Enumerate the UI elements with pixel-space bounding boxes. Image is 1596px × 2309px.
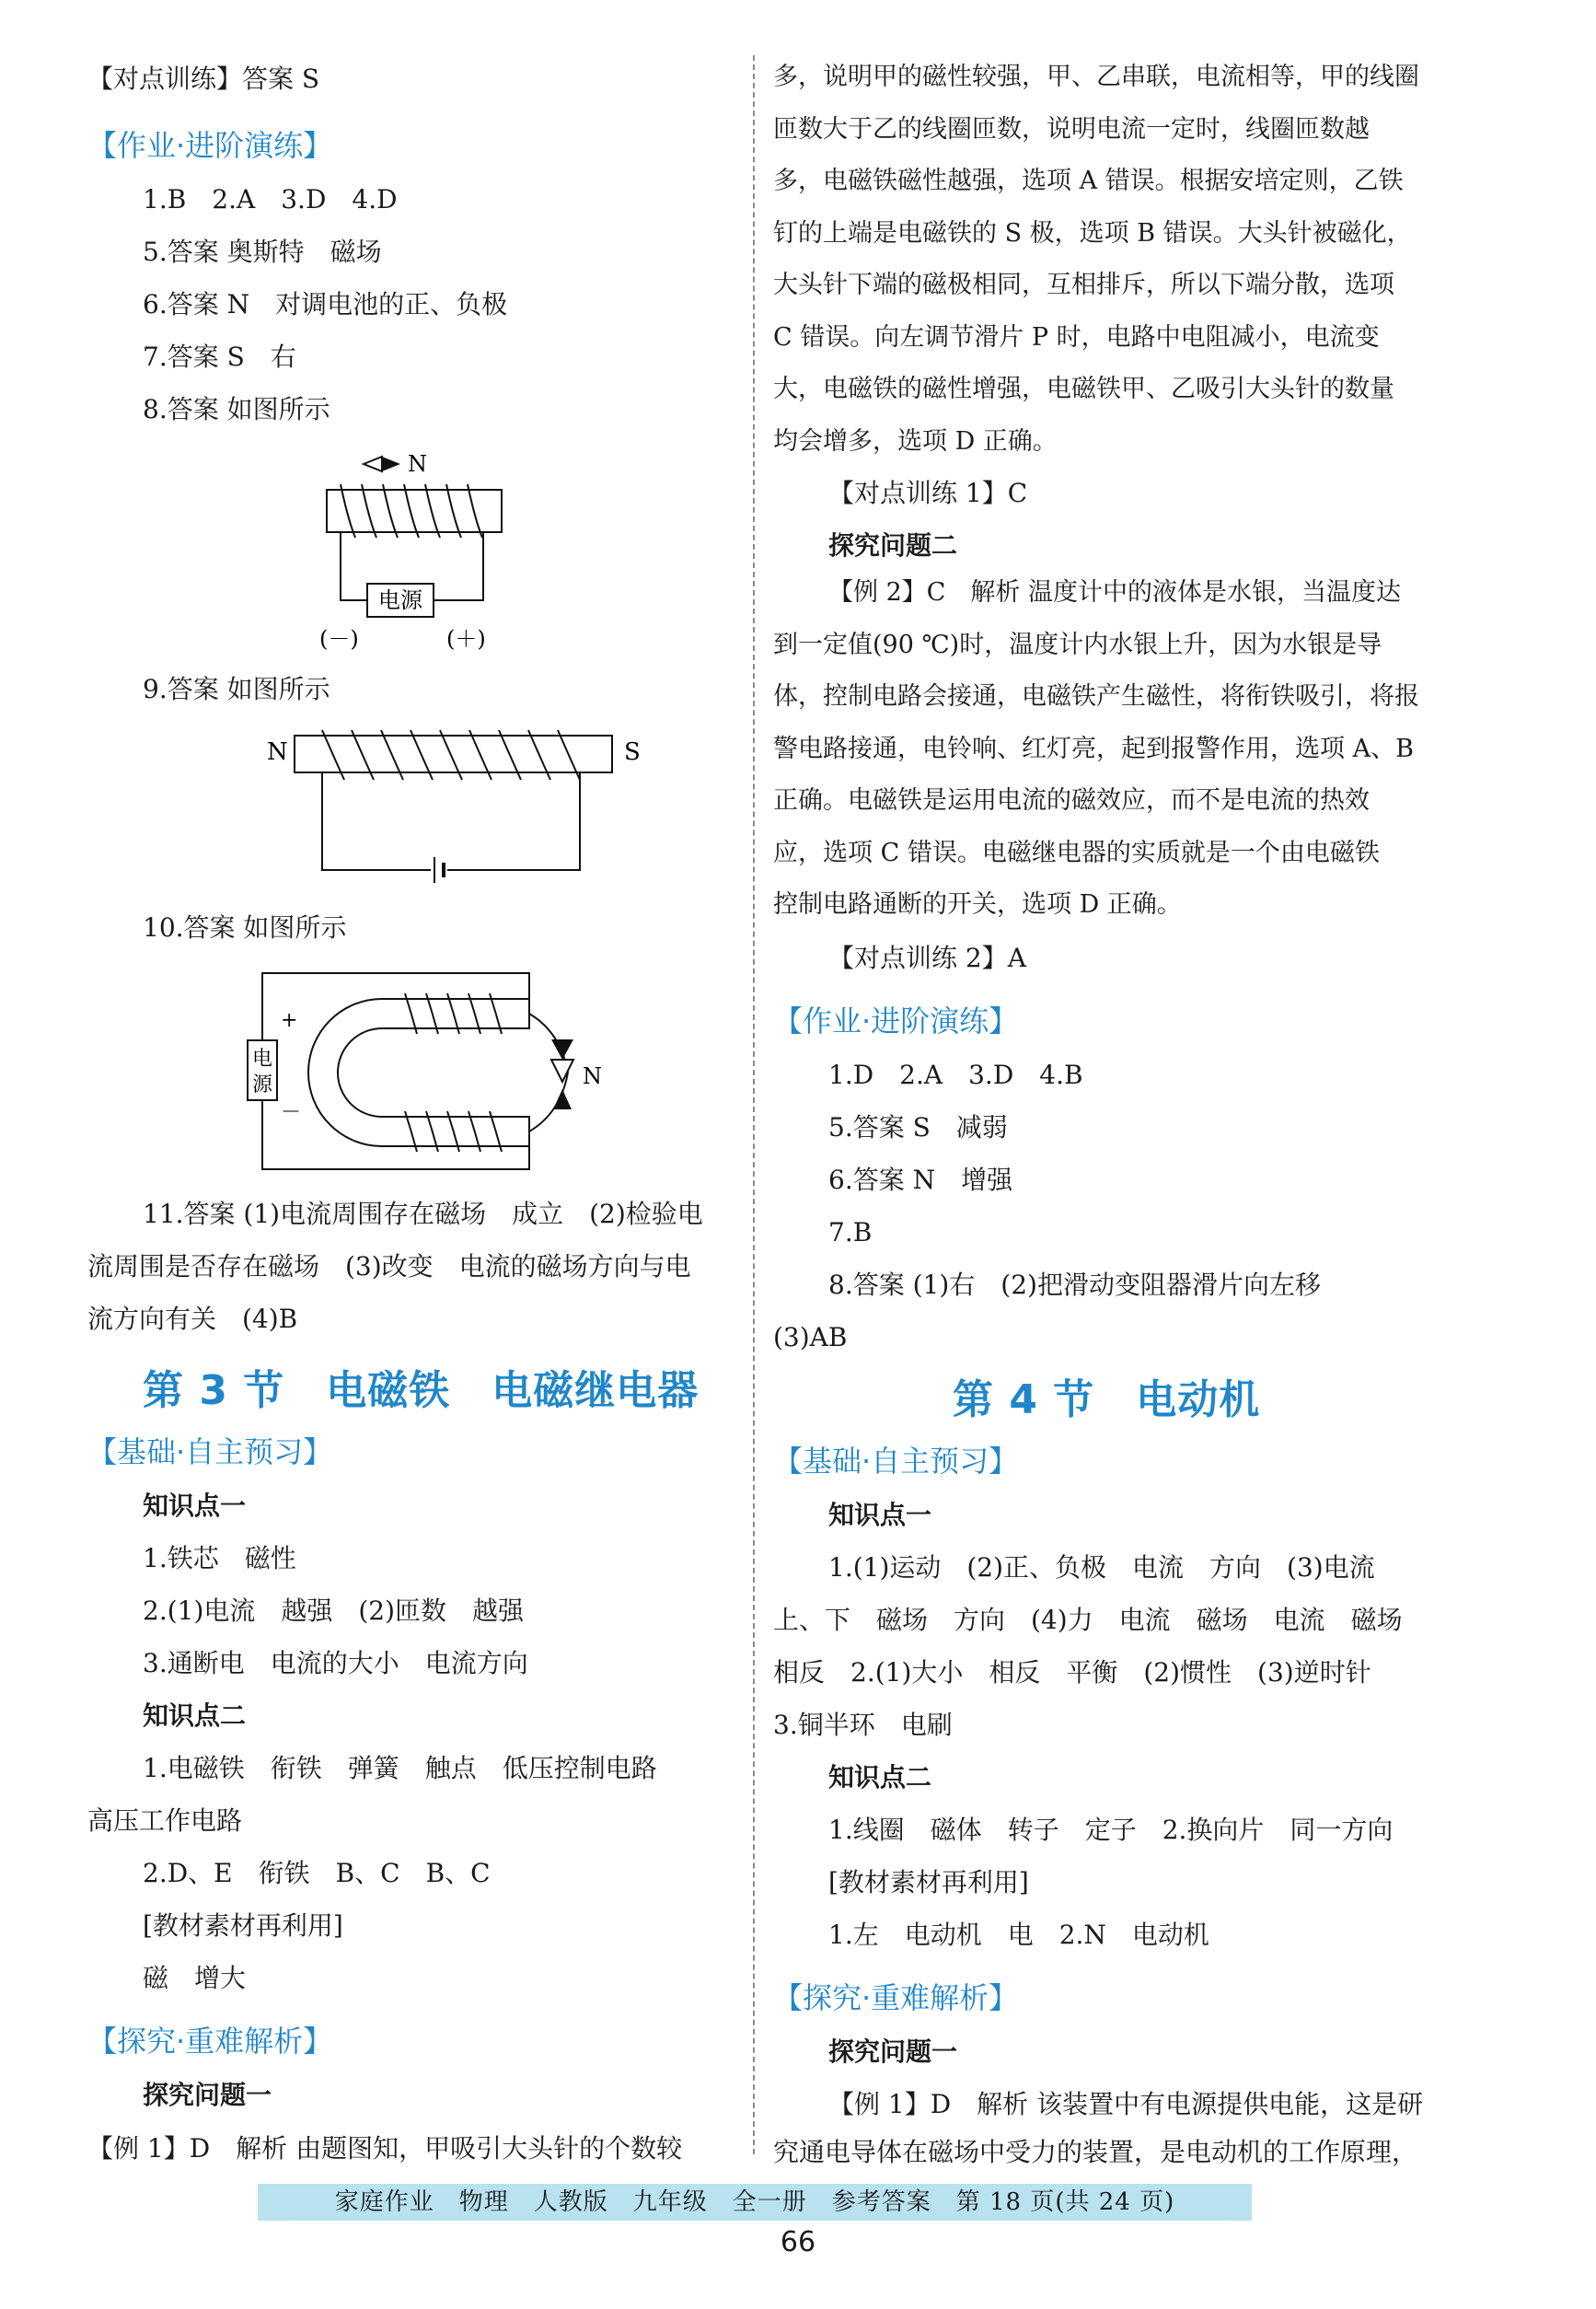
wire — [434, 532, 483, 600]
power-supply-label: 源 — [251, 1073, 273, 1096]
answer-line: 相反 2.(1)大小 相反 平衡 (2)惯性 (3)逆时针 — [773, 1657, 1371, 1688]
reuse-heading: [教材素材再利用] — [828, 1867, 1029, 1897]
answer-line: 高压工作电路 — [87, 1805, 243, 1836]
answer-line: 3.铜半环 电刷 — [773, 1710, 953, 1740]
answer-line: 【例 1】D 解析 该装置中有电源提供电能，这是研 — [828, 2089, 1424, 2119]
south-pole-label: S — [624, 738, 641, 766]
solenoid-core — [295, 736, 612, 772]
north-pole-label: N — [583, 1063, 602, 1089]
knowledge-point-heading: 知识点一 — [143, 1491, 247, 1521]
answer-line: 1.(1)运动 (2)正、负极 电流 方向 (3)电流 — [828, 1552, 1375, 1583]
answer-line: 8.答案 (1)右 (2)把滑动变阻器滑片向左移 — [828, 1270, 1321, 1300]
reuse-heading: [教材素材再利用] — [143, 1910, 343, 1941]
negative-terminal-label: (－) — [319, 626, 359, 652]
text-line: 多，说明甲的磁性较强，甲、乙串联，电流相等，甲的线圈 — [773, 63, 1419, 91]
field-arrow — [551, 1039, 573, 1060]
knowledge-point-heading: 知识点二 — [143, 1700, 247, 1731]
explanation-paragraph — [773, 567, 1427, 932]
answer-line: 9.答案 如图所示 — [143, 674, 330, 704]
answer-line: 7.B — [828, 1217, 873, 1247]
section-heading-explore: 【探究·重难解析】 — [773, 1980, 1019, 2015]
answer-line: 2.(1)电流 越强 (2)匝数 越强 — [143, 1595, 525, 1626]
u-shaped-iron-core — [308, 999, 529, 1146]
chapter-title: 第 3 节 电磁铁 电磁继电器 — [143, 1367, 700, 1414]
text-line: 到一定值(90 ℃)时，温度计内水银上升，因为水银是导 — [773, 630, 1382, 659]
text-line: 匝数大于乙的线圈匝数，说明电流一定时，线圈匝数越 — [773, 114, 1370, 144]
positive-terminal-label: (＋) — [446, 626, 486, 652]
text-line: 【例 2】C 解析 温度计中的液体是水银，当温度达 — [828, 578, 1402, 607]
answer-line: 1.电磁铁 衔铁 弹簧 触点 低压控制电路 — [143, 1753, 657, 1783]
text-line: 均会增多，选项 D 正确。 — [773, 426, 1058, 456]
section-heading-homework: 【作业·进阶演练】 — [87, 128, 333, 163]
answer-line: 3.通断电 电流的大小 电流方向 — [143, 1648, 528, 1678]
answer-line: 【例 1】D 解析 由题图知，甲吸引大头针的个数较 — [87, 2133, 683, 2164]
answer-line: 【对点训练 1】C — [828, 478, 1028, 508]
text-line: 钉的上端是电磁铁的 S 极，选项 B 错误。大头针被磁化， — [773, 218, 1412, 248]
text-line: 大头针下端的磁极相同，互相排斥，所以下端分散，选项 — [773, 271, 1394, 299]
solenoid-compass-circuit-figure — [308, 444, 603, 656]
answer-line: 【对点训练】答案 S — [87, 64, 320, 94]
answer-line: 1.左 电动机 电 2.N 电动机 — [828, 1920, 1209, 1950]
text-line: C 错误。向左调节滑片 P 时，电路中电阻减小，电流变 — [773, 322, 1380, 352]
negative-terminal-label: － — [281, 1101, 302, 1124]
footer-bar: 家庭作业 物理 人教版 九年级 全一册 参考答案 第 18 页(共 24 页) — [258, 2184, 1252, 2221]
compass-needle — [364, 457, 400, 471]
answer-line: 5.答案 奥斯特 磁场 — [143, 237, 382, 267]
answer-line: 流周围是否存在磁场 (3)改变 电流的磁场方向与电 — [87, 1251, 691, 1282]
answer-line: 1.铁芯 磁性 — [143, 1543, 296, 1573]
explore-question-heading: 探究问题一 — [143, 2080, 272, 2110]
wire — [341, 532, 367, 600]
text-line: 控制电路通断的开关，选项 D 正确。 — [773, 890, 1182, 919]
coil-windings — [341, 484, 482, 538]
chapter-title: 第 4 节 电动机 — [953, 1376, 1261, 1423]
text-line: 正确。电磁铁是运用电流的磁效应，而不是电流的热效 — [773, 786, 1370, 815]
power-supply-label: 电源 — [378, 587, 422, 613]
answer-line: 【对点训练 2】A — [828, 943, 1026, 973]
solenoid-battery-figure — [267, 723, 653, 888]
u-magnet-circuit-figure — [235, 962, 621, 1183]
text-line: 应，选项 C 错误。电磁继电器的实质就是一个由电磁铁 — [773, 838, 1380, 867]
page-number: 66 — [780, 2226, 816, 2258]
answer-line: 究通电导体在磁场中受力的装置，是电动机的工作原理， — [773, 2137, 1418, 2167]
answer-line: 6.答案 N 对调电池的正、负极 — [143, 289, 508, 319]
answer-line: 5.答案 S 减弱 — [828, 1112, 1008, 1143]
column-divider — [753, 55, 755, 2154]
answer-line: 1.D 2.A 3.D 4.B — [828, 1060, 1083, 1090]
explanation-paragraph — [773, 52, 1427, 468]
answer-line: 2.D、E 衔铁 B、C B、C — [143, 1858, 491, 1888]
section-heading-explore: 【探究·重难解析】 — [87, 2024, 333, 2059]
answer-line: 磁 增大 — [143, 1963, 247, 1993]
power-supply-label: 电 — [251, 1048, 273, 1071]
section-heading-homework: 【作业·进阶演练】 — [773, 1004, 1019, 1038]
text-line: 警电路接通，电铃响、红灯亮，起到报警作用，选项 A、B — [773, 734, 1414, 763]
section-heading-basic: 【基础·自主预习】 — [773, 1444, 1019, 1479]
answer-line: 上、下 磁场 方向 (4)力 电流 磁场 电流 磁场 — [773, 1605, 1403, 1635]
knowledge-point-heading: 知识点二 — [828, 1762, 932, 1793]
text-line: 多，电磁铁磁性越强，选项 A 错误。根据安培定则，乙铁 — [773, 167, 1404, 195]
text-line: 体，控制电路会接通，电磁铁产生磁性，将衔铁吸引，将报 — [773, 682, 1419, 711]
field-arrow — [553, 1089, 572, 1109]
wire — [447, 772, 580, 870]
explore-question-heading: 探究问题一 — [828, 2036, 958, 2067]
answer-line: 11.答案 (1)电流周围存在磁场 成立 (2)检验电 — [143, 1199, 703, 1229]
answer-line: 6.答案 N 增强 — [828, 1165, 1013, 1195]
answer-line: 8.答案 如图所示 — [143, 394, 330, 424]
north-pole-label: N — [408, 451, 427, 477]
north-pole-label: N — [267, 738, 288, 766]
answer-line: 1.线圈 磁体 转子 定子 2.换向片 同一方向 — [828, 1815, 1394, 1845]
answer-line: 10.答案 如图所示 — [143, 912, 347, 943]
compass-needle — [551, 1060, 573, 1082]
text-line: 大，电磁铁的磁性增强，电磁铁甲、乙吸引大头针的数量 — [773, 375, 1394, 403]
knowledge-point-heading: 知识点一 — [828, 1500, 932, 1530]
wire — [322, 772, 431, 870]
answer-line: 1.B 2.A 3.D 4.D — [143, 184, 398, 215]
answer-line: (3)AB — [773, 1322, 848, 1352]
positive-terminal-label: + — [281, 1009, 298, 1032]
answer-line: 流方向有关 (4)B — [87, 1304, 298, 1334]
answer-line: 7.答案 S 右 — [143, 342, 296, 372]
explore-question-heading: 探究问题二 — [828, 530, 958, 561]
section-heading-basic: 【基础·自主预习】 — [87, 1434, 333, 1469]
